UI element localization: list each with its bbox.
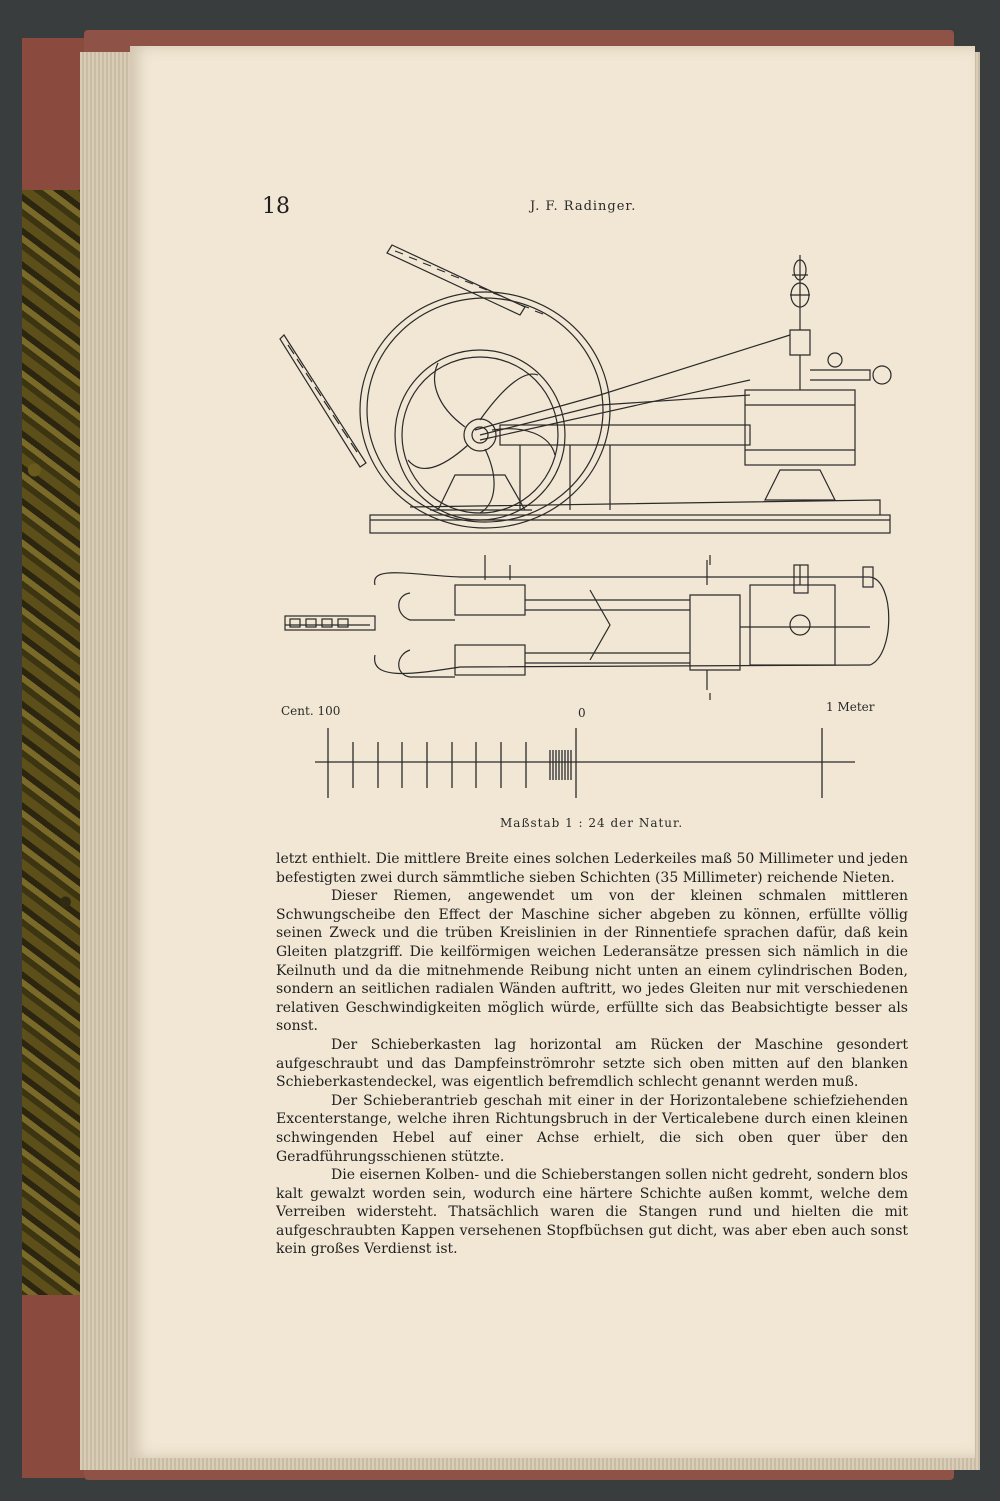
running-head: J. F. Radinger. [530, 199, 637, 214]
marbled-cover [22, 38, 84, 1478]
cover-leather-top [22, 38, 84, 190]
scale-zero-label: 0 [578, 706, 586, 720]
belt-lower [280, 335, 366, 467]
engine-illustration [270, 235, 900, 705]
page-number: 18 [262, 194, 290, 219]
scale-bar [310, 720, 870, 805]
paragraph-4: Der Schieberantrieb geschah mit einer in der Horizontalebene schiefziehenden Excenterstange, welche ihren Richtungsbruch in der Verticalebene durch einen kleinen schwingenden Hebel auf einer Achse erhielt, die sich oben quer über den Geradführungsschienen stützte. [276, 1092, 908, 1165]
paragraph-5: Die eisernen Kolben- und die Schieberstangen sollen nicht gedreht, sondern blos kalt gewalzt worden sein, wodurch eine härtere Schichte außen kommt, welche dem Verreiben widersteht. Thatsächlich waren die Stangen rund und hielten die mit aufgeschraubten Kappen versehenen Stopfbüchsen gut dicht, was aber eben auch sonst kein großes Verdienst ist. [276, 1167, 908, 1258]
scale-left-label: Cent. 100 [281, 704, 341, 718]
paragraph-2: Dieser Riemen, angewendet um von der kleinen schmalen mittleren Schwungscheibe den Effect der Maschine sicher abgeben zu können, erfüllte völlig seinen Zweck und die trüben Kreislinien in der Rinnentiefe sprachen dafür, daß kein Gleiten platzgriff. Die keilförmigen weichen Lederansätze pressen sich nämlich in die Keilnuth und da die mitnehmende Reibung nicht unten an einem cylindrischen Boden, sondern an seitlichen radialen Wänden auftritt, wo jedes Gleiten nur mit verschiedenen relativen Geschwindigkeiten möglich würde, erfüllte sich das Beabsichtigte besser als sonst. [276, 888, 908, 1035]
cover-leather-bottom [22, 1295, 84, 1478]
paragraph-3: Der Schieberkasten lag horizontal am Rücken der Maschine gesondert aufgeschraubt und das Dampfeinströmrohr setzte sich oben mitten auf den blanken Schieberkastendeckel, was eigentlich befremdlich schlecht genannt werden muß. [276, 1036, 908, 1091]
paragraph-1: letzt enthielt. Die mittlere Breite eines solchen Lederkeiles maß 50 Millimeter und jeden befestigten zwei durch sämmtliche sieben Schichten (35 Millimeter) reichende Nieten. [276, 851, 908, 886]
figure-caption: Maßstab 1 : 24 der Natur. [500, 816, 684, 830]
body-text [276, 850, 908, 1259]
belt-upper [387, 245, 543, 315]
plan-view [285, 555, 889, 700]
scale-right-label: 1 Meter [826, 700, 875, 714]
